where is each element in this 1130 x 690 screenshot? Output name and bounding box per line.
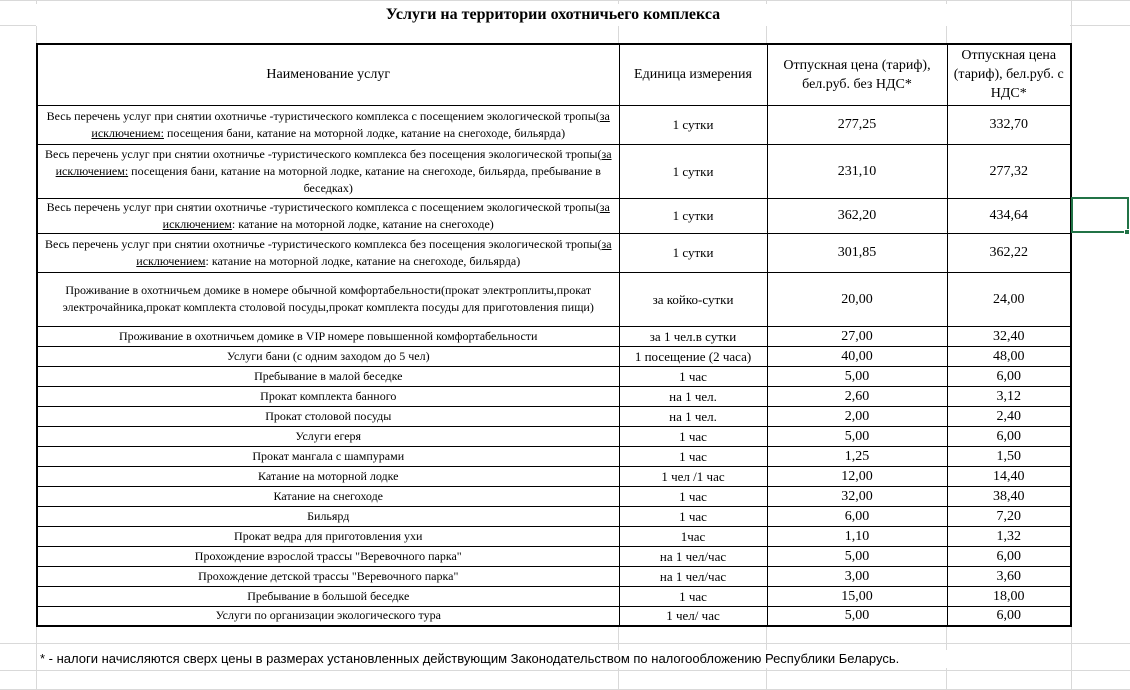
service-text: Прокат ведра для приготовления ухи [234,528,423,543]
unit-cell[interactable]: 1час [619,526,767,546]
table-row [37,386,1071,406]
price-cell[interactable]: 1,25 [767,446,947,466]
service-name-cell[interactable] [37,144,619,198]
service-text: Пребывание в большой беседке [247,588,410,603]
service-text: Услуги по организации экологического тура [215,608,441,623]
unit-cell[interactable]: 1 посещение (2 часа) [619,346,767,366]
price-table [36,43,1072,627]
service-name-cell[interactable] [37,586,619,606]
service-text: Услуги бани (с одним заходом до 5 чел) [226,348,430,363]
unit-cell[interactable]: 1 час [619,506,767,526]
unit-cell[interactable]: на 1 чел. [619,406,767,426]
service-name-cell[interactable] [37,446,619,466]
price-cell[interactable]: 5,00 [767,426,947,446]
service-text: Проживание в охотничьем домике в VIP номере повышенной комфортабельности [119,328,538,343]
price-vat-cell[interactable]: 48,00 [947,346,1071,366]
price-cell[interactable]: 3,00 [767,566,947,586]
price-cell[interactable]: 12,00 [767,466,947,486]
unit-cell[interactable]: 1 чел/ час [619,606,767,626]
table-row [37,272,1071,326]
unit-cell[interactable]: 1 час [619,486,767,506]
price-vat-cell[interactable]: 14,40 [947,466,1071,486]
service-exception-text: посещения бани, катание на моторной лодке, катание на снегоходе, бильярда) [163,125,566,140]
unit-cell[interactable]: 1 час [619,426,767,446]
table-row [37,346,1071,366]
price-cell[interactable]: 5,00 [767,366,947,386]
table-row [37,586,1071,606]
service-name-cell[interactable] [37,526,619,546]
service-text: Весь перечень услуг при снятии охотничье -туристического комплекса с посещением экологической тропы( [46,199,600,214]
header-price-no-vat[interactable]: Отпускная цена (тариф), бел.руб. без НДС* [767,44,947,105]
service-name-cell[interactable] [37,198,619,233]
service-text: Катание на моторной лодке [258,468,399,483]
service-text: Прокат комплекта банного [260,388,397,403]
unit-cell[interactable]: на 1 чел/час [619,546,767,566]
price-cell[interactable]: 2,60 [767,386,947,406]
unit-cell[interactable]: 1 час [619,586,767,606]
price-cell[interactable]: 5,00 [767,546,947,566]
service-text: Проживание в охотничьем домике в номере обычной комфортабельности(прокат электроплиты,прокат электрочайника,прокат комплекта столовой посуды,прокат комплекта посуды для приготовления пищи) [62,283,594,314]
price-vat-cell[interactable]: 32,40 [947,326,1071,346]
price-vat-cell[interactable]: 7,20 [947,506,1071,526]
price-cell[interactable]: 362,20 [767,198,947,233]
service-name-cell[interactable] [37,566,619,586]
service-text: Катание на снегоходе [273,488,384,503]
service-name-cell[interactable] [37,272,619,326]
price-cell[interactable]: 277,25 [767,105,947,144]
table-row [37,506,1071,526]
service-text: Прокат мангала с шампурами [252,448,405,463]
fill-handle[interactable] [1124,229,1130,235]
unit-cell[interactable]: на 1 чел. [619,386,767,406]
service-name-cell[interactable] [37,466,619,486]
table-row [37,233,1071,272]
service-text: Услуги егеря [295,428,362,443]
unit-cell[interactable]: на 1 чел/час [619,566,767,586]
unit-cell[interactable]: 1 сутки [619,233,767,272]
header-price-vat[interactable]: Отпускная цена (тариф), бел.руб. с НДС* [947,44,1071,105]
service-name-cell[interactable] [37,426,619,446]
table-row [37,366,1071,386]
price-cell[interactable]: 27,00 [767,326,947,346]
service-name-cell[interactable] [37,406,619,426]
table-row [37,486,1071,506]
service-name-cell[interactable] [37,326,619,346]
service-exception-label: за исключением [162,199,610,231]
service-name-cell[interactable] [37,486,619,506]
service-name-cell[interactable] [37,546,619,566]
table-row [37,426,1071,446]
service-name-cell[interactable] [37,506,619,526]
table-row [37,566,1071,586]
price-vat-cell[interactable]: 434,64 [947,198,1071,233]
service-text: Прокат столовой посуды [265,408,392,423]
table-row [37,406,1071,426]
unit-cell[interactable]: 1 сутки [619,105,767,144]
price-vat-cell[interactable]: 6,00 [947,426,1071,446]
header-service[interactable]: Наименование услуг [37,44,619,105]
table-row [37,105,1071,144]
price-cell[interactable]: 15,00 [767,586,947,606]
unit-cell[interactable]: 1 час [619,446,767,466]
table-body [37,105,1071,626]
price-cell[interactable]: 6,00 [767,506,947,526]
service-text: Пребывание в малой беседке [254,368,403,383]
header-row [37,44,1071,105]
service-exception-label: за исключением [136,236,612,268]
service-name-cell[interactable] [37,386,619,406]
table-row [37,198,1071,233]
service-text: Весь перечень услуг при снятии охотничье -туристического комплекса без посещения экологической тропы( [44,236,602,251]
price-cell[interactable]: 20,00 [767,272,947,326]
price-vat-cell[interactable]: 3,60 [947,566,1071,586]
price-vat-cell[interactable]: 362,22 [947,233,1071,272]
price-vat-cell[interactable]: 38,40 [947,486,1071,506]
service-text: Весь перечень услуг при снятии охотничье -туристического комплекса без посещения экологической тропы( [44,146,602,161]
price-vat-cell[interactable]: 2,40 [947,406,1071,426]
unit-cell[interactable]: 1 чел /1 час [619,466,767,486]
price-cell[interactable]: 1,10 [767,526,947,546]
service-text: Весь перечень услуг при снятии охотничье -туристического комплекса с посещением экологической тропы( [46,108,600,123]
table-row [37,526,1071,546]
price-cell[interactable]: 32,00 [767,486,947,506]
price-cell[interactable]: 2,00 [767,406,947,426]
price-vat-cell[interactable]: 1,32 [947,526,1071,546]
service-name-cell[interactable] [37,105,619,144]
price-cell[interactable]: 231,10 [767,144,947,198]
price-vat-cell[interactable]: 277,32 [947,144,1071,198]
footnote[interactable]: * - налоги начисляются сверх цены в размерах установленных действующим Законодательством по налогообложению Республики Беларусь. [40,650,1044,668]
price-vat-cell[interactable]: 332,70 [947,105,1071,144]
table-row [37,326,1071,346]
service-exception-text: : катание на моторной лодке, катание на снегоходе) [231,216,494,231]
service-exception-text: : катание на моторной лодке, катание на снегоходе, бильярда) [205,253,521,268]
service-name-cell[interactable] [37,233,619,272]
price-vat-cell[interactable]: 6,00 [947,366,1071,386]
selected-cell[interactable] [1071,197,1129,233]
service-text: Бильярд [307,508,350,523]
price-vat-cell[interactable]: 24,00 [947,272,1071,326]
table-row [37,446,1071,466]
table-row [37,466,1071,486]
price-vat-cell[interactable]: 6,00 [947,606,1071,626]
service-name-cell[interactable] [37,606,619,626]
table-row [37,144,1071,198]
unit-cell[interactable]: за 1 чел.в сутки [619,326,767,346]
price-cell[interactable]: 5,00 [767,606,947,626]
price-cell[interactable]: 40,00 [767,346,947,366]
sheet-title[interactable]: Услуги на территории охотничьего комплекса [36,4,1070,26]
header-unit[interactable]: Единица измерения [619,44,767,105]
service-exception-label: за исключением: [55,146,612,178]
price-vat-cell[interactable]: 18,00 [947,586,1071,606]
price-vat-cell[interactable]: 3,12 [947,386,1071,406]
unit-cell[interactable]: за койко-сутки [619,272,767,326]
service-text: Прохождение взрослой трассы "Веревочного парка" [194,548,462,563]
price-vat-cell[interactable]: 1,50 [947,446,1071,466]
service-name-cell[interactable] [37,346,619,366]
service-name-cell[interactable] [37,366,619,386]
service-exception-text: посещения бани, катание на моторной лодке, катание на снегоходе, бильярда, пребывание в беседках) [128,163,601,195]
table-row [37,546,1071,566]
price-cell[interactable]: 301,85 [767,233,947,272]
service-exception-label: за исключением: [91,108,610,140]
table-row [37,606,1071,626]
unit-cell[interactable]: 1 час [619,366,767,386]
unit-cell[interactable]: 1 сутки [619,144,767,198]
service-text: Прохождение детской трассы "Веревочного парка" [198,568,459,583]
unit-cell[interactable]: 1 сутки [619,198,767,233]
price-vat-cell[interactable]: 6,00 [947,546,1071,566]
